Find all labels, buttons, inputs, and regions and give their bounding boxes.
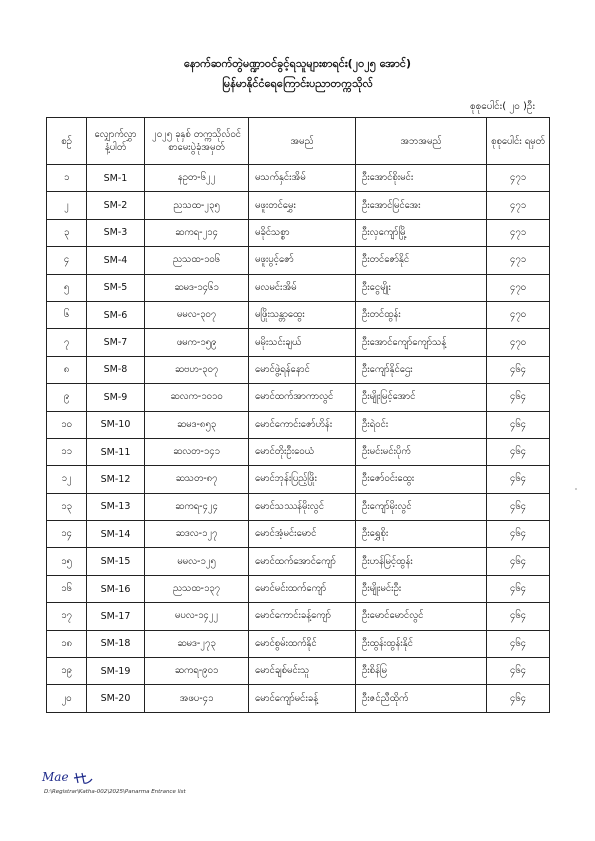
cell-reg-no: SM-11 (87, 438, 145, 465)
cell-name: မောင်တိုးဦးဝေယံ (249, 438, 356, 465)
header-total-marks: စုစုပေါင်း ရမှတ် (487, 118, 550, 165)
cell-father-name: ဦးဇင်ညီထိုက် (356, 685, 487, 712)
header-name: အမည် (249, 118, 356, 165)
table-row (47, 603, 550, 630)
table-row (47, 219, 550, 246)
cell-reg-no: SM-10 (87, 411, 145, 438)
cell-exam-roll: ညသထ-၂၃၅ (145, 192, 249, 219)
cell-exam-roll: ဆမဒ-၁၄၆၁ (145, 274, 249, 301)
table-row (47, 301, 550, 328)
cell-name: မောင်ချစ်မင်းသူ (249, 658, 356, 685)
cell-no: ၁၈ (47, 630, 87, 657)
cell-reg-no: SM-9 (87, 384, 145, 411)
file-path: D:\Registrar\Katha-002\2025\Panarma Entrance list (44, 789, 186, 795)
cell-total-marks: ၄၆၄ (487, 493, 550, 520)
cell-no: ၉ (47, 384, 87, 411)
cell-no: ၂၀ (47, 685, 87, 712)
cell-exam-roll: ညသထ-၁၀၆ (145, 247, 249, 274)
header-father-name: အဘအမည် (356, 118, 487, 165)
cell-total-marks: ၄၆၄ (487, 521, 550, 548)
cell-father-name: ဦးထွန်းထွန်းနိုင် (356, 630, 487, 657)
header-reg-no: လျှောက်လွှာ နံ့ပါတ် (87, 118, 145, 165)
cell-exam-roll: ဆကရ-၉၀၁ (145, 658, 249, 685)
cell-total-marks: ၄၆၄ (487, 411, 550, 438)
university-name: မြန်မာနိုင်ငံရေကြောင်းပညာတက္ကသိုလ် (222, 77, 373, 90)
signature-text: Mae (42, 770, 69, 784)
cell-reg-no: SM-16 (87, 575, 145, 602)
scan-dot (575, 488, 577, 490)
cell-total-marks: ၄၆၄ (487, 630, 550, 657)
cell-exam-roll: မပလ-၁၄၂၂ (145, 603, 249, 630)
table-header-row (47, 118, 550, 165)
cell-father-name: ဦးမောင်မောင်လွင် (356, 603, 487, 630)
cell-father-name: ဦးရဲဝင်း (356, 411, 487, 438)
header-no: စဉ် (47, 118, 87, 165)
header-exam-roll: ၂၀၂၅ ခုနှစ် တက္ကသိုလ်ဝင် စာမေးပွဲခုံအမှတ် (145, 118, 249, 165)
cell-reg-no: SM-7 (87, 329, 145, 356)
applicant-table (46, 117, 550, 713)
table-row (47, 165, 550, 192)
cell-reg-no: SM-8 (87, 356, 145, 383)
cell-name: မဖြိုးသန္တာထွေး (249, 301, 356, 328)
cell-no: ၁၀ (47, 411, 87, 438)
cell-total-marks: ၄၆၄ (487, 384, 550, 411)
document-title: နောက်ဆက်တွဲမဏ္ဍာဝင်ခွင့်ရသူများစာရင်း(၂၀၂၅ အောင်) (183, 57, 412, 70)
cell-name: မမိုးသင်းချယ် (249, 329, 356, 356)
signature-scribble-icon (72, 771, 94, 785)
cell-exam-roll: မမလ-၃၀၇ (145, 301, 249, 328)
cell-reg-no: SM-18 (87, 630, 145, 657)
table-row (47, 493, 550, 520)
cell-name: မဖူးတင်မွှေး (249, 192, 356, 219)
cell-total-marks: ၄၇၁ (487, 219, 550, 246)
cell-total-marks: ၄၆၄ (487, 603, 550, 630)
cell-exam-roll: ဆမဒ-၈၅၃ (145, 411, 249, 438)
cell-reg-no: SM-4 (87, 247, 145, 274)
cell-total-marks: ၄၆၄ (487, 575, 550, 602)
cell-father-name: ဦးငွေမျိုး (356, 274, 487, 301)
cell-exam-roll: ဆကရ-၂၁၄ (145, 219, 249, 246)
cell-total-marks: ၄၇၁ (487, 192, 550, 219)
table-row (47, 329, 550, 356)
cell-name: မဖူးပွင့်ဇော် (249, 247, 356, 274)
cell-total-marks: ၄၇၁ (487, 165, 550, 192)
cell-total-marks: ၄၆၄ (487, 685, 550, 712)
cell-reg-no: SM-17 (87, 603, 145, 630)
cell-no: ၅ (47, 274, 87, 301)
cell-no: ၄ (47, 247, 87, 274)
cell-name: မောင်စွမ်းထက်နိုင် (249, 630, 356, 657)
table-row (47, 192, 550, 219)
cell-father-name: ဦးတင်ဇော်နိုင် (356, 247, 487, 274)
cell-name: မောင်ကျော်မင်းခန့် (249, 685, 356, 712)
cell-name: မလမင်းအိမ် (249, 274, 356, 301)
cell-reg-no: SM-3 (87, 219, 145, 246)
table-row (47, 466, 550, 493)
cell-exam-roll: နဥတ-၆၂၂ (145, 165, 249, 192)
table-row (47, 548, 550, 575)
cell-no: ၁၃ (47, 493, 87, 520)
cell-no: ၁၄ (47, 521, 87, 548)
cell-no: ၁ (47, 165, 87, 192)
cell-name: မောင်ထက်အာကာလွင် (249, 384, 356, 411)
cell-no: ၈ (47, 356, 87, 383)
cell-total-marks: ၄၆၄ (487, 548, 550, 575)
table-row (47, 247, 550, 274)
cell-father-name: ဦးမျိုးမြင့်အောင် (356, 384, 487, 411)
cell-father-name: ဦးဇော်ဝင်းထွေး (356, 466, 487, 493)
table-row (47, 521, 550, 548)
cell-no: ၆ (47, 301, 87, 328)
cell-exam-roll: ဆကရ-၄၂၄ (145, 493, 249, 520)
cell-name: မောင်ထက်အောင်ကျော် (249, 548, 356, 575)
cell-exam-roll: ဆမဒ-၂၇၃ (145, 630, 249, 657)
cell-father-name: ဦးဟန်မြင့်ထွန်း (356, 548, 487, 575)
cell-father-name: ဦးလှကျော်မြို့ (356, 219, 487, 246)
cell-name: မောင်ဖွဲ့ရန်နောင် (249, 356, 356, 383)
cell-total-marks: ၄၇၁ (487, 247, 550, 274)
table-row (47, 411, 550, 438)
cell-father-name: ဦးကျော်နိုင်ဌေး (356, 356, 487, 383)
cell-no: ၃ (47, 219, 87, 246)
cell-exam-roll: မမလ-၁၂၅ (145, 548, 249, 575)
table-row (47, 356, 550, 383)
cell-reg-no: SM-5 (87, 274, 145, 301)
cell-name: မခိုင်သစ္စာ (249, 219, 356, 246)
cell-name: မသက်နှင်းအိမ် (249, 165, 356, 192)
cell-father-name: ဦးအောင်ကျော်ကျော်သန့် (356, 329, 487, 356)
cell-father-name: ဦးအောင်စိုးမင်း (356, 165, 487, 192)
cell-exam-roll: ဆဒလ-၁၂၇ (145, 521, 249, 548)
cell-total-marks: ၄၆၄ (487, 438, 550, 465)
cell-no: ၁၅ (47, 548, 87, 575)
cell-father-name: ဦးမျိုးမင်းဦး (356, 575, 487, 602)
cell-reg-no: SM-15 (87, 548, 145, 575)
cell-father-name: ဦးရွှေစိုး (356, 521, 487, 548)
table-row (47, 438, 550, 465)
cell-exam-roll: ဆသတ-၈၇ (145, 466, 249, 493)
table-row (47, 630, 550, 657)
cell-father-name: ဦးအောင်မြင်အေး (356, 192, 487, 219)
cell-reg-no: SM-6 (87, 301, 145, 328)
cell-reg-no: SM-2 (87, 192, 145, 219)
cell-no: ၁၆ (47, 575, 87, 602)
cell-no: ၁၉ (47, 658, 87, 685)
cell-name: မောင်သဿန်မိုးလွင် (249, 493, 356, 520)
cell-no: ၁၁ (47, 438, 87, 465)
cell-name: မောင်ကောင်းခန့်ကျော် (249, 603, 356, 630)
cell-no: ၁၂ (47, 466, 87, 493)
table-row (47, 575, 550, 602)
cell-reg-no: SM-14 (87, 521, 145, 548)
cell-reg-no: SM-12 (87, 466, 145, 493)
signature (42, 770, 94, 785)
cell-name: မောင်ကောင်းဇော်ဟိန်း (249, 411, 356, 438)
cell-exam-roll: ဆလက-၁၀၁၀ (145, 384, 249, 411)
cell-exam-roll: ညသထ-၁၃၇ (145, 575, 249, 602)
cell-father-name: ဦးတင်ထွန်း (356, 301, 487, 328)
cell-exam-roll: အဖပ-၄၁ (145, 685, 249, 712)
cell-no: ၁၇ (47, 603, 87, 630)
cell-name: မောင်ဘုန်းပြည့်ဖြိုး (249, 466, 356, 493)
cell-reg-no: SM-1 (87, 165, 145, 192)
cell-no: ၇ (47, 329, 87, 356)
cell-no: ၂ (47, 192, 87, 219)
cell-exam-roll: ဖမက-၁၅၉ (145, 329, 249, 356)
total-count: စုစုပေါင်း( ၂၀ )ဦး (470, 101, 535, 112)
cell-exam-roll: ဆဗဟ-၃၀၇ (145, 356, 249, 383)
cell-total-marks: ၄၇၀ (487, 274, 550, 301)
cell-name: မောင်မင်းထက်ကျော် (249, 575, 356, 602)
cell-reg-no: SM-19 (87, 658, 145, 685)
table-row (47, 384, 550, 411)
table-row (47, 658, 550, 685)
cell-reg-no: SM-20 (87, 685, 145, 712)
cell-father-name: ဦးမင်းမင်းပိုက် (356, 438, 487, 465)
cell-name: မောင်အံ့မင်းမောင် (249, 521, 356, 548)
cell-total-marks: ၄၆၄ (487, 658, 550, 685)
cell-total-marks: ၄၇၀ (487, 329, 550, 356)
cell-reg-no: SM-13 (87, 493, 145, 520)
cell-total-marks: ၄၇၀ (487, 301, 550, 328)
cell-father-name: ဦးစိန်မြ (356, 658, 487, 685)
table-row (47, 685, 550, 712)
table-row (47, 274, 550, 301)
cell-exam-roll: ဆလတ-၁၄၁ (145, 438, 249, 465)
table-body (47, 165, 550, 713)
cell-total-marks: ၄၆၄ (487, 466, 550, 493)
cell-total-marks: ၄၆၄ (487, 356, 550, 383)
cell-father-name: ဦးကျော်မိုးလွင် (356, 493, 487, 520)
